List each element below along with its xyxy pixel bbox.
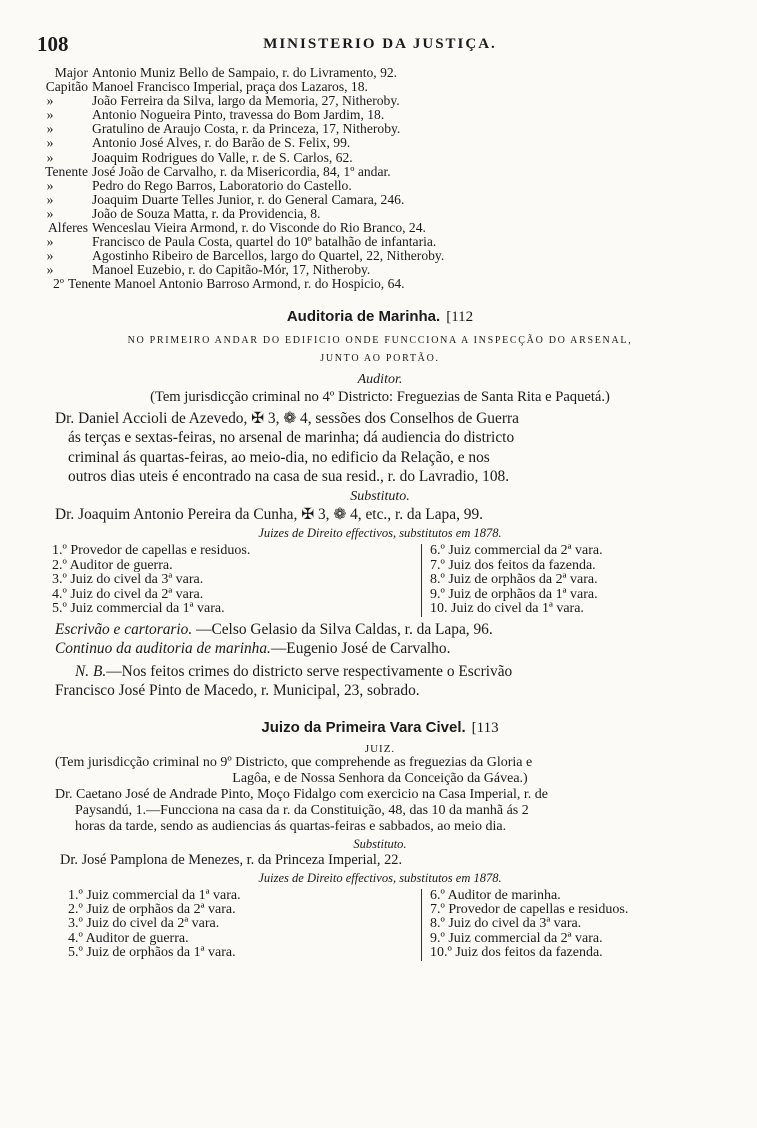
text-line: outros dias uteis é encontrado na casa de sua resid., r. do Lavradio, 108. (68, 468, 510, 485)
page-number: 108 (37, 32, 69, 56)
judge-item: 8.º Juiz de orphãos da 2ª vara. (430, 572, 598, 587)
officer-rank: Tenente (45, 163, 88, 179)
officer-entry: Tenente Manoel Antonio Barroso Armond, r. do Hospicio, 64. (68, 276, 405, 292)
list-item (30, 94, 730, 108)
continuo-line (30, 639, 730, 659)
location-line: JUNTO AO PORTÃO. (320, 352, 440, 364)
text-line: (Tem jurisdicção criminal no 9º Districto, que comprehende as freguezias da Gloria e (55, 754, 533, 770)
officer-rank: » (46, 177, 54, 193)
officer-rank: » (46, 248, 54, 264)
auditor-heading: Auditor. (357, 371, 403, 387)
judge-item: 2.º Auditor de guerra. (52, 557, 173, 573)
judge-item: 6.º Auditor de marinha. (430, 887, 561, 903)
list-item (30, 136, 730, 150)
list-item (30, 165, 730, 179)
judge-item: 10. Juiz do civel da 1ª vara. (430, 601, 584, 616)
judge-item: 1.º Juiz commercial da 1ª vara. (68, 887, 241, 903)
officer-rank: » (46, 262, 54, 278)
judges-column-right (421, 544, 730, 617)
page-header (30, 32, 730, 58)
officer-rank: » (46, 205, 54, 221)
judge-item: 9.º Juiz commercial da 2ª vara. (430, 930, 603, 946)
judge-item: 9.º Juiz de orphãos da 1ª vara. (430, 586, 598, 602)
list-item (30, 207, 730, 221)
judges-column-left (68, 889, 421, 961)
judge-item: 1.º Provedor de capellas e residuos. (52, 543, 251, 558)
officer-entry: Manoel Francisco Imperial, praça dos Lazaros, 18. (92, 79, 368, 95)
judge-item: 2.º Juiz de orphãos da 2ª vara. (68, 901, 236, 917)
officer-entry: Antonio Muniz Bello de Sampaio, r. do Livramento, 92. (92, 65, 398, 80)
officer-rank: » (46, 107, 54, 123)
officer-rank: Capitão (45, 79, 88, 95)
book-page (30, 32, 730, 961)
substitute-entry: Dr. José Pamplona de Menezes, r. da Princeza Imperial, 22. (60, 851, 403, 868)
officer-rank: 2º (52, 276, 64, 292)
judge-item: 10.º Juiz dos feitos da fazenda. (430, 945, 603, 961)
judge-item: 7.º Juiz dos feitos da fazenda. (430, 557, 596, 573)
judges-column-left (52, 544, 421, 617)
list-item (30, 235, 730, 249)
officer-entry: Joaquim Rodrigues do Valle, r. de S. Carlos, 62. (92, 149, 353, 165)
nb-label: N. B. (75, 662, 107, 680)
section-title (30, 308, 730, 326)
escrivao-line (30, 620, 730, 640)
section-number: [112 (446, 308, 474, 325)
text-line: ás terças e sextas-feiras, no arsenal de marinha; dá audiencia do districto (68, 429, 515, 446)
officer-list (30, 66, 730, 292)
judge-item: 5.º Juiz commercial da 1ª vara. (52, 601, 225, 616)
judges-heading: Juizes de Direito effectivos, substitutos em 1878. (258, 526, 502, 540)
text-line: criminal ás quartas-feiras, ao meio-dia, no edificio da Relação, e nos (68, 448, 490, 466)
list-item (30, 122, 730, 136)
escrivao-text: —Celso Gelasio da Silva Caldas, r. da Lapa, 96. (192, 620, 493, 638)
text-line: Dr. Caetano José de Andrade Pinto, Moço Fidalgo com exercicio na Casa Imperial, r. de (55, 786, 548, 802)
officer-entry: João Ferreira da Silva, largo da Memoria, 27, Nitheroby. (92, 93, 400, 109)
list-item (30, 277, 730, 291)
judges-column-right (421, 889, 730, 961)
text-line: —Nos feitos crimes do districto serve respectivamente o Escrivão (106, 662, 513, 680)
list-item (30, 221, 730, 235)
judge-item: 7.º Provedor de capellas e residuos. (430, 901, 629, 917)
judge-item: 4.º Auditor de guerra. (68, 930, 189, 946)
auditor-paragraph (30, 409, 730, 487)
judge-paragraph (30, 787, 730, 835)
officer-entry: João de Souza Matta, r. da Providencia, 8. (92, 205, 321, 221)
text-line: Dr. Daniel Accioli de Azevedo, ✠ 3, ❁ 4, sessões dos Conselhos de Guerra (55, 409, 519, 427)
continuo-text: —Eugenio José de Carvalho. (270, 640, 451, 657)
officer-rank: » (46, 149, 54, 165)
judge-item: 3.º Juiz do civel da 3ª vara. (52, 572, 204, 587)
judge-item: 3.º Juiz do civel da 2ª vara. (68, 916, 220, 932)
officer-entry: José João de Carvalho, r. da Misericordia, 84, 1º andar. (92, 163, 391, 179)
section-marinha (30, 308, 730, 701)
section-number: [113 (471, 719, 499, 736)
text-line: Paysandú, 1.—Funcciona na casa da r. da Constituição, 48, das 10 da manhã ás 2 (75, 802, 529, 818)
list-item (30, 263, 730, 277)
escrivao-label: Escrivão e cartorario. (55, 620, 193, 638)
text-line: Francisco José Pinto de Macedo, r. Municipal, 23, sobrado. (55, 682, 420, 699)
officer-entry: Manoel Euzebio, r. do Capitão-Mór, 17, Nitheroby. (92, 262, 371, 278)
section-title-text: Juizo da Primeira Vara Civel. (261, 718, 466, 736)
substitute-heading: Substituto. (353, 836, 407, 851)
judge-item: 6.º Juiz commercial da 2ª vara. (430, 543, 603, 558)
judge-item: 4.º Juiz do civel da 2ª vara. (52, 586, 204, 602)
judges-heading: Juizes de Direito effectivos, substitutos em 1878. (258, 870, 502, 885)
list-item (30, 249, 730, 263)
list-item (30, 151, 730, 165)
section-title (30, 719, 730, 737)
substitute-heading: Substituto. (350, 488, 410, 504)
officer-entry: Wenceslau Vieira Armond, r. do Visconde do Rio Branco, 24. (92, 220, 426, 236)
judge-item: 8.º Juiz do civel da 3ª vara. (430, 916, 582, 932)
officer-entry: Joaquim Duarte Telles Junior, r. do General Camara, 246. (92, 191, 405, 207)
text-line: horas da tarde, sendo as audiencias ás quartas-feiras e sabbados, ao meio dia. (75, 818, 507, 834)
substitute-entry: Dr. Joaquim Antonio Pereira da Cunha, ✠ 3, ❁ 4, etc., r. da Lapa, 99. (55, 505, 483, 523)
jurisdiction-note: (Tem jurisdicção criminal no 4º Districto: Freguezias de Santa Rita e Paquetá.) (150, 388, 610, 405)
list-item (30, 193, 730, 207)
officer-rank: » (46, 191, 54, 207)
judge-item: 5.º Juiz de orphãos da 1ª vara. (68, 945, 236, 961)
list-item (30, 80, 730, 94)
text-line: Lagôa, e de Nossa Senhora da Conceição da Gávea.) (232, 770, 528, 786)
officer-entry: Antonio Nogueira Pinto, travessa do Bom Jardim, 18. (92, 107, 385, 123)
officer-entry: Francisco de Paula Costa, quartel do 10º batalhão de infantaria. (92, 234, 437, 250)
officer-rank: Alferes (47, 220, 88, 236)
jurisdiction-note (30, 755, 730, 787)
location-line: NO PRIMEIRO ANDAR DO EDIFICIO ONDE FUNCCIONA A INSPECÇÃO DO ARSENAL, (127, 334, 633, 346)
juiz-heading: JUIZ. (364, 742, 396, 755)
list-item (30, 179, 730, 193)
nb-paragraph (30, 662, 730, 701)
officer-rank: Major (54, 65, 88, 80)
officer-entry: Antonio José Alves, r. do Barão de S. Felix, 99. (92, 135, 351, 151)
list-item (30, 66, 730, 80)
officer-entry: Agostinho Ribeiro de Barcellos, largo do Quartel, 22, Nitheroby. (92, 248, 445, 264)
running-title: MINISTERIO DA JUSTIÇA. (263, 36, 497, 52)
officer-entry: Gratulino de Araujo Costa, r. da Princeza, 17, Nitheroby. (92, 121, 401, 137)
officer-rank: » (46, 135, 54, 151)
continuo-label: Continuo da auditoria de marinha. (55, 640, 271, 657)
officer-entry: Pedro do Rego Barros, Laboratorio do Castello. (92, 177, 352, 193)
section-title-text: Auditoria de Marinha. (286, 307, 441, 325)
officer-rank: » (46, 93, 54, 109)
judges-table (30, 889, 730, 961)
officer-rank: » (46, 121, 54, 137)
section-civel (30, 719, 730, 961)
officer-rank: » (46, 234, 54, 250)
judges-table (30, 544, 730, 617)
list-item (30, 108, 730, 122)
